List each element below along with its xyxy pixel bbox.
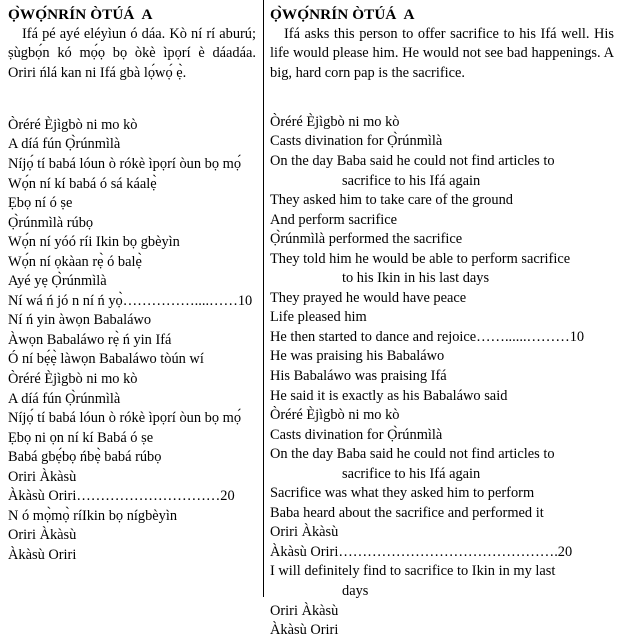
verse-line: sacrifice to his Ifá again bbox=[342, 465, 481, 482]
english-verse-block bbox=[270, 113, 614, 641]
verse-line: Àwọn Babaláwo rẹ̀ ń yin Ifá bbox=[8, 331, 172, 348]
verse-line: On the day Baba said he could not find articles to bbox=[270, 446, 555, 463]
english-column bbox=[263, 0, 620, 639]
verse-line: Ní ń yin àwọn Babaláwo bbox=[8, 312, 152, 329]
verse-line: Baba heard about the sacrifice and performed it bbox=[270, 504, 544, 521]
verse-line: Òréré Èjìgbò ni mo kò bbox=[8, 371, 138, 387]
verse-line: Ẹbọ ni ọn ní kí Babá ó ṣe bbox=[8, 429, 154, 446]
verse-line: Casts divination for Ọ̀rúnmìlà bbox=[270, 133, 443, 150]
verse-line: days bbox=[342, 583, 369, 600]
verse-line: On the day Baba said he could not find articles to bbox=[270, 152, 555, 169]
verse-line: He said it is exactly as his Babaláwo said bbox=[270, 387, 508, 404]
verse-line: Ayé yẹ Ọ̀rúnmìlà bbox=[8, 273, 107, 290]
verse-line: Oriri Àkàsù bbox=[270, 524, 339, 541]
verse-line: Oriri Àkàsù bbox=[8, 468, 77, 485]
verse-line: And perform sacrifice bbox=[270, 211, 398, 228]
verse-line: Babá gbẹ́bọ ńbẹ̀ babá rúbọ bbox=[8, 449, 162, 466]
verse-line: Ó ní bẹ́ẹ̀ làwọn Babaláwo tòún wí bbox=[8, 351, 204, 368]
verse-line: to his Ikin in his last days bbox=[342, 270, 490, 287]
verse-line: He then started to dance and rejoice……......………10 bbox=[270, 328, 585, 345]
verse-line: Níjọ́ tí babá lóun ò rókè ìpọrí òun bọ mọ́ bbox=[8, 410, 242, 427]
verse-line: They told him he would be able to perform sacrifice bbox=[270, 250, 571, 267]
yoruba-chapter-heading: Ọ̀WỌ́NRÍN ÒTÚÁ A bbox=[8, 6, 153, 23]
verse-line: Wọ́n ní ọkàan rẹ̀ ó balẹ̀ bbox=[8, 253, 142, 270]
verse-line: N ó mọ̀mọ̀ ríIkin bọ nígbèyìn bbox=[8, 507, 178, 524]
yoruba-verse-block bbox=[8, 116, 256, 566]
verse-line: Òréré Èjìgbò ni mo kò bbox=[8, 116, 138, 133]
verse-line: Àkàsù Oriri……………………………………….20 bbox=[270, 543, 573, 560]
verse-line: Àkàsù Oriri bbox=[8, 546, 77, 563]
english-intro-paragraph: Ifá asks this person to offer sacrifice to his Ifá well. His life would please him. He would not see bad happenings. A big, hard corn pap is the sacrifice. bbox=[270, 26, 614, 81]
verse-line: Oriri Àkàsù bbox=[270, 602, 339, 619]
verse-line: Òréré Èjìgbò ni mo kò bbox=[270, 113, 400, 130]
verse-line: Ní wá ń jó n ní ń yọ̀……………....……10 bbox=[8, 292, 253, 309]
verse-line: Sacrifice was what they asked him to perform bbox=[270, 485, 535, 502]
yoruba-intro-paragraph: Ifá pé ayé eléyìun ó dáa. Kò ní rí aburú; ṣùgbọ́n kó mọ́ọ bọ òkè ìpọrí è dáadáa. Oriri ńlá kan ni Ifá gbà lọ́wọ́ ẹ̀. bbox=[8, 26, 256, 81]
english-chapter-heading: Ọ̀WỌ́NRÍN ÒTÚÁ A bbox=[270, 6, 415, 23]
verse-line: He was praising his Babaláwo bbox=[270, 348, 445, 365]
verse-line: sacrifice to his Ifá again bbox=[342, 172, 481, 189]
verse-line: Life pleased him bbox=[270, 309, 367, 326]
verse-line: Òréré Èjìgbò ni mo kò bbox=[270, 407, 400, 424]
verse-line: I will definitely find to sacrifice to Ikin in my last bbox=[270, 563, 556, 580]
verse-line: Casts divination for Ọ̀rúnmìlà bbox=[270, 426, 443, 443]
verse-line: Wọ́n ní kí babá ó sá káalẹ̀ bbox=[8, 175, 157, 192]
verse-line: A díá fún Ọ̀rúnmìlà bbox=[8, 136, 121, 153]
verse-line: Àkàsù Oriri bbox=[270, 622, 339, 639]
verse-line: Ọ̀rúnmìlà rúbọ bbox=[8, 214, 94, 231]
verse-line: They prayed he would have peace bbox=[270, 289, 467, 306]
verse-line: Wọ́n ní yóó ríi Ikin bọ gbèyìn bbox=[8, 234, 180, 251]
verse-line: Níjọ́ tí babá lóun ò rókè ìpọrí òun bọ mọ́ bbox=[8, 155, 242, 172]
yoruba-column bbox=[0, 0, 263, 597]
verse-line: They asked him to take care of the ground bbox=[270, 192, 513, 209]
verse-line: His Babaláwo was praising Ifá bbox=[270, 368, 447, 384]
verse-line: A díá fún Ọ̀rúnmìlà bbox=[8, 390, 121, 407]
verse-line: Àkàsù Oriri…………………………20 bbox=[8, 488, 235, 505]
verse-line: Ọ̀rúnmìlà performed the sacrifice bbox=[270, 231, 463, 248]
verse-line: Ẹbọ ní ó ṣe bbox=[8, 195, 73, 212]
verse-line: Oriri Àkàsù bbox=[8, 527, 77, 544]
